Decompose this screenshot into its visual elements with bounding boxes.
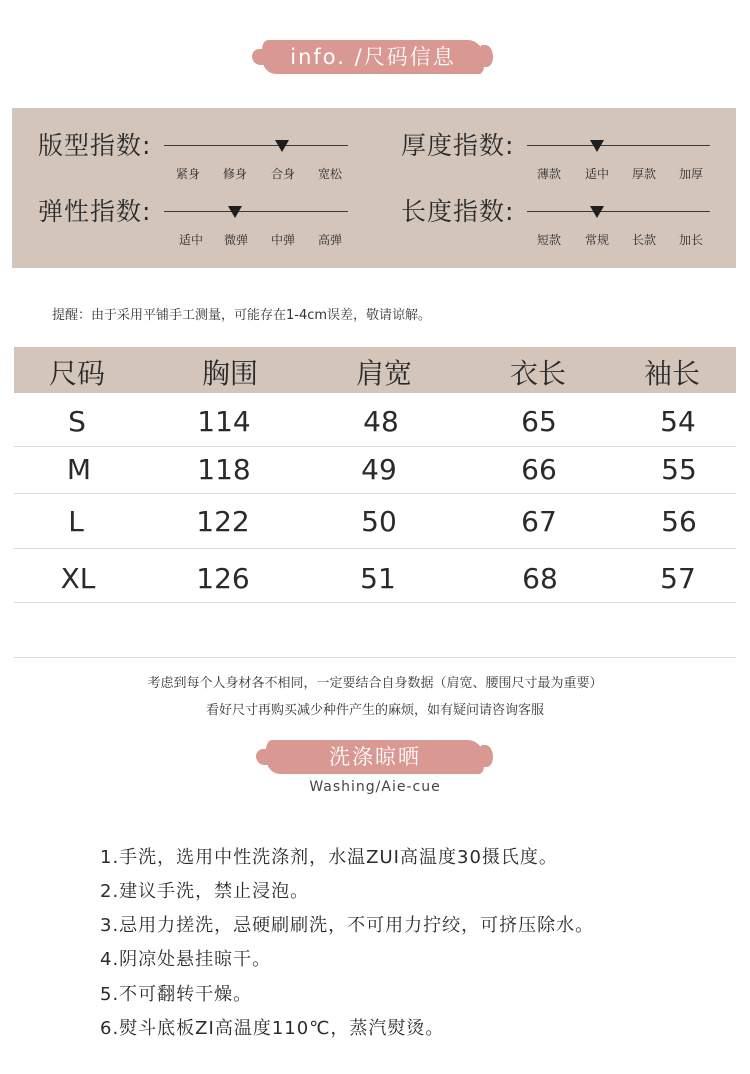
table-cell: 56: [661, 505, 697, 538]
table-row: [14, 405, 736, 445]
option: 修身: [222, 167, 247, 181]
row-divider: [14, 446, 736, 447]
advice-line: 看好尺寸再购买减少种件产生的麻烦，如有疑问请咨询客服: [205, 703, 544, 718]
row-divider: [14, 602, 736, 603]
column-header: 袖长: [643, 357, 700, 390]
column-header: 尺码: [48, 357, 105, 390]
care-item: 6.熨斗底板ZI高温度110℃，蒸汽熨烫。: [100, 1018, 445, 1039]
size-info-banner: [262, 40, 484, 74]
row-divider: [14, 493, 736, 494]
option: 中弹: [270, 233, 295, 247]
index-marker-elasticity: [228, 206, 242, 218]
washing-subtitle: Washing/Aie-cue: [309, 779, 441, 795]
table-row: [14, 505, 736, 545]
table-cell: 48: [363, 405, 399, 438]
index-label-length: 长度指数:: [401, 197, 515, 226]
washing-title: 洗涤晾晒: [329, 745, 421, 769]
option: 宽松: [317, 167, 342, 181]
care-item: 4.阴凉处悬挂晾干。: [100, 949, 272, 970]
column-header: 胸围: [201, 357, 258, 390]
advice-line: 考虑到每个人身材各不相同，一定要结合自身数据（肩宽、腰围尺寸最为重要）: [147, 676, 603, 691]
option: 微弹: [223, 233, 248, 247]
option: 长款: [631, 233, 656, 247]
index-line-length: [527, 211, 710, 212]
table-cell: 54: [660, 405, 696, 438]
care-item: 1.手洗，选用中性洗涤剂，水温ZUI高温度30摄氏度。: [100, 847, 558, 868]
table-cell: L: [68, 505, 84, 538]
section-divider: [14, 657, 736, 658]
index-marker-fit: [275, 140, 289, 152]
table-cell: 57: [660, 562, 696, 595]
option: 短款: [536, 233, 561, 247]
table-cell: S: [68, 405, 86, 438]
measurement-note: 提醒：由于采用平铺手工测量，可能存在1-4cm误差，敬请谅解。: [52, 308, 432, 323]
column-header: 衣长: [509, 357, 566, 390]
table-cell: 118: [197, 453, 251, 486]
table-cell: 126: [196, 562, 250, 595]
table-row: [14, 453, 736, 493]
option: 薄款: [536, 167, 561, 181]
index-label-thickness: 厚度指数:: [401, 131, 515, 160]
table-cell: 50: [361, 505, 397, 538]
table-cell: 66: [521, 453, 557, 486]
option: 合身: [270, 167, 295, 181]
option: 加长: [678, 233, 703, 247]
size-table-header: [14, 347, 736, 393]
table-row: [14, 562, 736, 602]
banner-title: info. /尺码信息: [290, 45, 456, 69]
table-cell: M: [66, 453, 92, 486]
option: 紧身: [175, 167, 200, 181]
option: 厚款: [631, 167, 656, 181]
care-item: 5.不可翻转干燥。: [100, 984, 253, 1005]
index-line-elasticity: [164, 211, 348, 212]
index-marker-thickness: [590, 140, 604, 152]
washing-banner: [266, 740, 484, 774]
index-label-fit: 版型指数:: [38, 131, 152, 160]
column-header: 肩宽: [355, 357, 412, 390]
option: 常规: [584, 233, 609, 247]
table-cell: 67: [521, 505, 557, 538]
option: 适中: [584, 167, 609, 181]
table-cell: 49: [361, 453, 397, 486]
table-cell: 55: [661, 453, 697, 486]
care-item: 2.建议手洗，禁止浸泡。: [100, 881, 310, 902]
index-line-fit: [164, 145, 348, 146]
table-cell: 51: [360, 562, 396, 595]
index-marker-length: [590, 206, 604, 218]
table-cell: 68: [522, 562, 558, 595]
table-cell: 65: [521, 405, 557, 438]
care-item: 3.忌用力搓洗，忌硬刷刷洗，不可用力拧绞，可挤压除水。: [100, 915, 595, 936]
table-cell: 114: [197, 405, 251, 438]
index-line-thickness: [527, 145, 710, 146]
option: 高弹: [317, 233, 342, 247]
table-cell: 122: [196, 505, 250, 538]
option: 加厚: [678, 167, 703, 181]
row-divider: [14, 548, 736, 549]
table-cell: XL: [60, 562, 96, 595]
option: 适中: [178, 233, 203, 247]
index-label-elasticity: 弹性指数:: [38, 197, 152, 226]
